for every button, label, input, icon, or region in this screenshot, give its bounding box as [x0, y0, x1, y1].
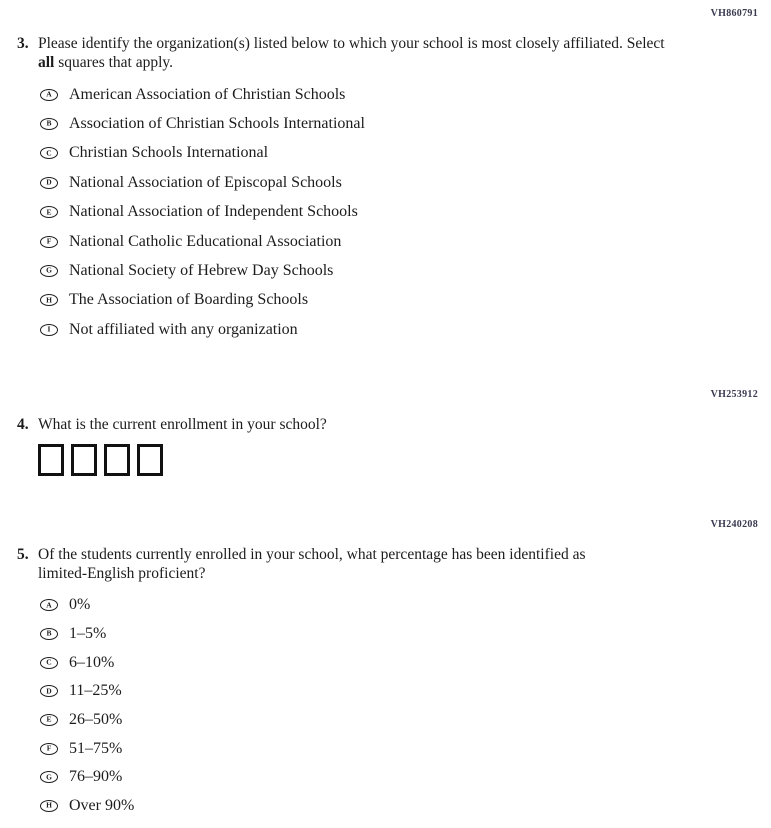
form-code-q5: VH240208 [710, 519, 758, 530]
q5-option-a-bubble[interactable]: A [40, 599, 58, 611]
q3-option-d-label: National Association of Episcopal Schools [69, 173, 342, 191]
q3-option-i-label: Not affiliated with any organization [69, 320, 298, 338]
q5-option-d-label: 11–25% [69, 682, 122, 700]
q5-option-d-bubble[interactable]: D [40, 685, 58, 697]
q3-option-f-bubble[interactable]: F [40, 236, 58, 248]
question-5-line2: limited-English proficient? [38, 565, 206, 582]
enrollment-digit-box-4[interactable] [137, 444, 163, 476]
q3-option-a-label: American Association of Christian Schools [69, 85, 346, 103]
q5-option-b-bubble[interactable]: B [40, 628, 58, 640]
enrollment-digit-box-1[interactable] [38, 444, 64, 476]
q3-option-g-label: National Society of Hebrew Day Schools [69, 262, 334, 280]
q5-option-h-label: Over 90% [69, 797, 135, 815]
q3-option-a-bubble[interactable]: A [40, 89, 58, 101]
q5-option-c[interactable] [40, 648, 717, 677]
question-4 [17, 415, 717, 476]
q3-option-i[interactable] [40, 315, 717, 344]
q5-option-g[interactable] [40, 763, 717, 792]
question-4-number: 4. [17, 416, 29, 433]
question-5 [17, 545, 717, 821]
q3-option-a[interactable] [40, 80, 717, 109]
q3-option-d-bubble[interactable]: D [40, 177, 58, 189]
q3-option-b[interactable] [40, 109, 717, 138]
q3-option-g-bubble[interactable]: G [40, 265, 58, 277]
q5-option-c-bubble[interactable]: C [40, 657, 58, 669]
q5-option-h[interactable] [40, 792, 717, 821]
q3-option-c-label: Christian Schools International [69, 144, 269, 162]
q5-option-b[interactable] [40, 620, 717, 649]
question-5-number: 5. [17, 546, 29, 563]
question-3-line2-rest: squares that apply. [54, 54, 174, 71]
q5-option-d[interactable] [40, 677, 717, 706]
q3-option-i-bubble[interactable]: I [40, 324, 58, 336]
question-5-line1: Of the students currently enrolled in your school, what percentage has been identified as [38, 546, 586, 563]
q5-option-f[interactable] [40, 734, 717, 763]
q5-option-a[interactable] [40, 591, 717, 620]
q3-option-e-label: National Association of Independent Schools [69, 203, 358, 221]
question-3-number: 3. [17, 35, 29, 52]
q3-option-c[interactable] [40, 139, 717, 168]
q3-option-h-bubble[interactable]: H [40, 294, 58, 306]
q5-option-b-label: 1–5% [69, 625, 107, 643]
q5-option-f-bubble[interactable]: F [40, 743, 58, 755]
q3-option-b-bubble[interactable]: B [40, 118, 58, 130]
question-5-text [38, 545, 586, 583]
q5-option-a-label: 0% [69, 596, 91, 614]
question-3-line1: Please identify the organization(s) listed below to which your school is most closely affiliated. Select [38, 35, 665, 52]
question-3-bold-word: all [38, 54, 55, 71]
q3-option-e-bubble[interactable]: E [40, 206, 58, 218]
q3-option-b-label: Association of Christian Schools International [69, 115, 365, 133]
q5-option-f-label: 51–75% [69, 739, 123, 757]
form-code-q4: VH253912 [710, 389, 758, 400]
q5-option-c-label: 6–10% [69, 653, 115, 671]
question-3-text [38, 34, 665, 72]
question-5-options [40, 591, 717, 821]
form-code-q3: VH860791 [710, 8, 758, 19]
question-3 [17, 34, 717, 345]
q3-option-d[interactable] [40, 168, 717, 197]
q3-option-f[interactable] [40, 227, 717, 256]
question-3-options [40, 80, 717, 345]
question-4-text: What is the current enrollment in your school? [38, 416, 327, 433]
q3-option-h[interactable] [40, 286, 717, 315]
q5-option-h-bubble[interactable]: H [40, 800, 58, 812]
q5-option-e-label: 26–50% [69, 711, 123, 729]
q3-option-f-label: National Catholic Educational Association [69, 232, 342, 250]
q5-option-e-bubble[interactable]: E [40, 714, 58, 726]
q5-option-g-bubble[interactable]: G [40, 771, 58, 783]
q3-option-g[interactable] [40, 256, 717, 285]
q5-option-e[interactable] [40, 706, 717, 735]
q3-option-c-bubble[interactable]: C [40, 147, 58, 159]
enrollment-digit-box-2[interactable] [71, 444, 97, 476]
q3-option-h-label: The Association of Boarding Schools [69, 291, 309, 309]
q5-option-g-label: 76–90% [69, 768, 123, 786]
enrollment-digit-boxes [38, 444, 717, 476]
enrollment-digit-box-3[interactable] [104, 444, 130, 476]
q3-option-e[interactable] [40, 198, 717, 227]
